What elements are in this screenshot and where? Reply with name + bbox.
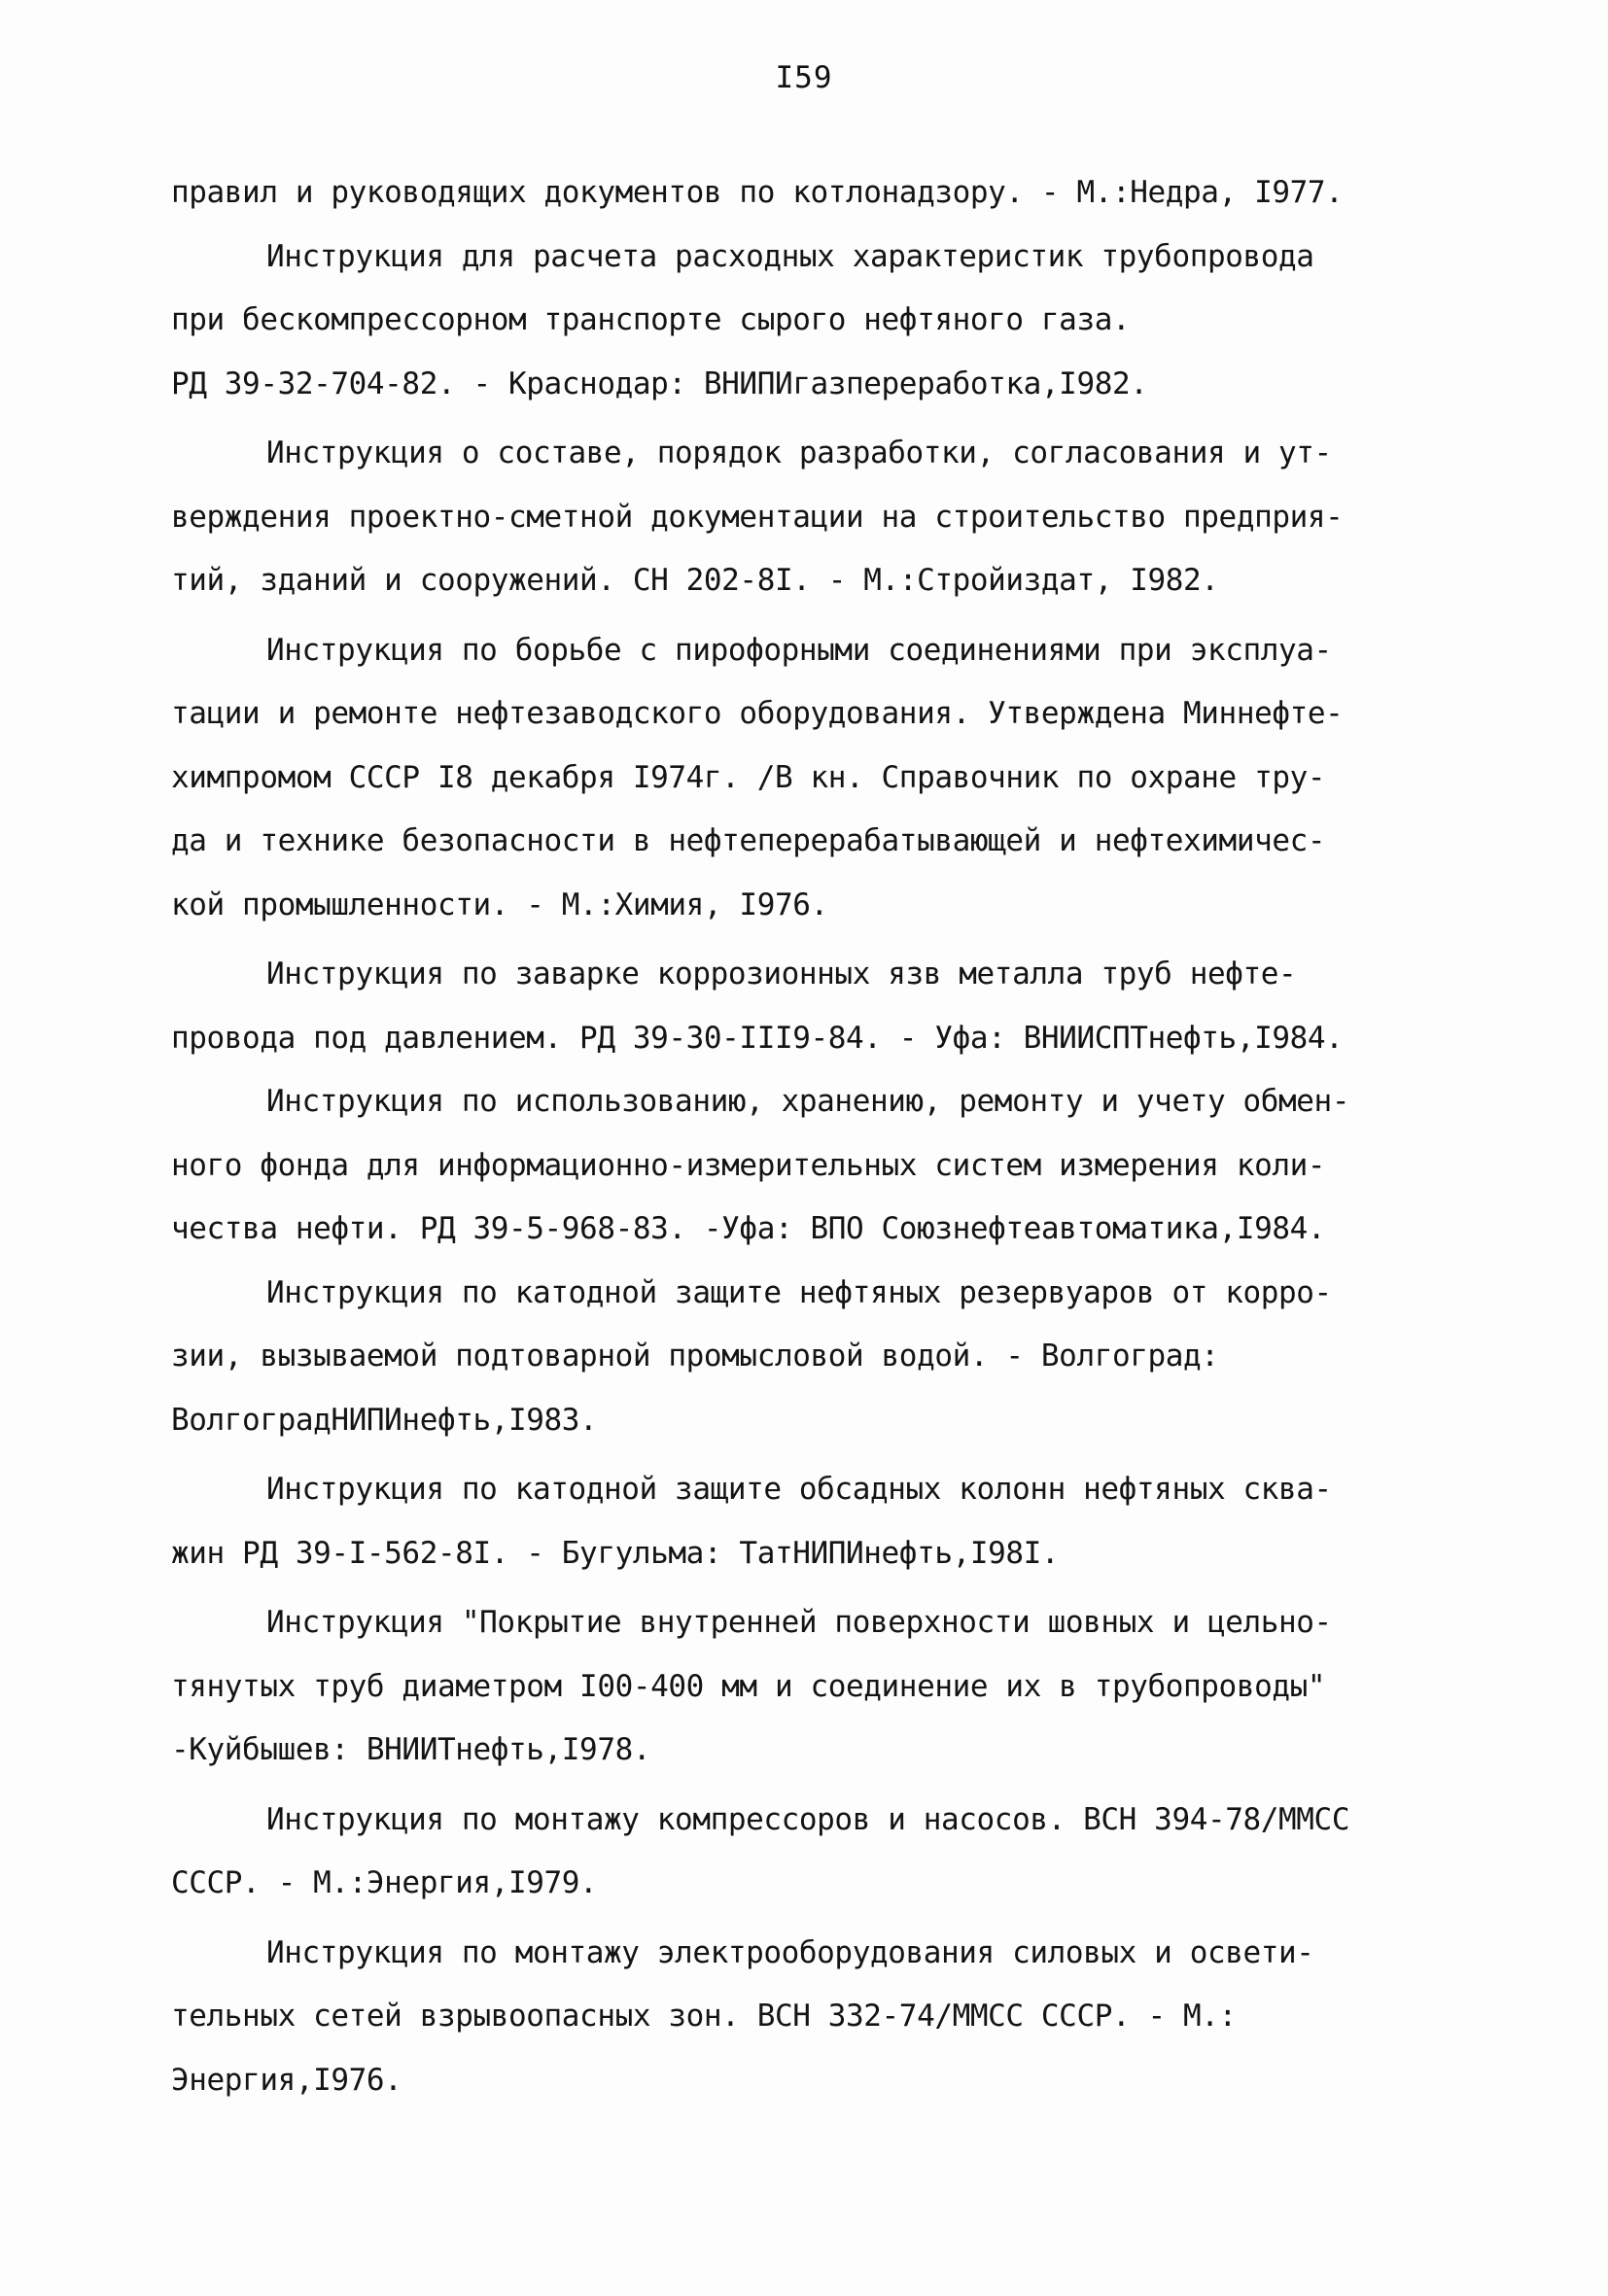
entry-line: Инструкция по катодной защите нефтяных резервуаров от корро-: [266, 1274, 1332, 1310]
bibliography-entry: [171, 1262, 1474, 1453]
entry-line: РД 39-32-704-82. - Краснодар: ВНИПИгазпереработка,I982.: [171, 365, 1148, 401]
entry-line: жин РД 39-I-562-8I. - Бугульма: ТатНИПИнефть,I98I.: [171, 1535, 1060, 1571]
entry-line: тий, зданий и сооружений. СН 202-8I. - М.:Стройиздат, I982.: [171, 563, 1219, 598]
bibliography-entry: [171, 422, 1474, 613]
entry-line: Инструкция по монтажу электрооборудования силовых и освети-: [266, 1934, 1314, 1970]
entry-line: зии, вызываемой подтоварной промысловой водой. - Волгоград:: [171, 1339, 1219, 1374]
entry-line: Инструкция по катодной защите обсадных колонн нефтяных сква-: [266, 1472, 1332, 1507]
entry-line: чества нефти. РД 39-5-968-83. -Уфа: ВПО Союзнефтеавтоматика,I984.: [171, 1211, 1326, 1246]
bibliography-entry: [171, 619, 1474, 938]
entry-line: тации и ремонте нефтезаводского оборудования. Утверждена Миннефте-: [171, 696, 1344, 731]
entry-line: Энергия,I976.: [171, 2062, 402, 2098]
entry-line: Инструкция по борьбе с пирофорными соединениями при эксплуа-: [266, 632, 1332, 668]
entry-line: СССР. - М.:Энергия,I979.: [171, 1865, 598, 1900]
entry-line: Инструкция "Покрытие внутренней поверхности шовных и цельно-: [266, 1605, 1332, 1640]
entry-line: ного фонда для информационно-измерительных систем измерения коли-: [171, 1147, 1326, 1183]
entry-line: -Куйбышев: ВНИИТнефть,I978.: [171, 1732, 651, 1767]
entry-line: провода под давлением. РД 39-30-III9-84. - Уфа: ВНИИСПТнефть,I984.: [171, 1020, 1344, 1056]
bibliography-entry: [171, 1789, 1474, 1916]
bibliography-list: [171, 161, 1474, 2112]
entry-line: ВолгоградНИПИнефть,I983.: [171, 1402, 598, 1438]
entry-line: тянутых труб диаметром I00-400 мм и соединение их в трубопроводы": [171, 1668, 1326, 1704]
bibliography-entry: [171, 943, 1474, 1070]
entry-line: Инструкция по монтажу компрессоров и насосов. ВСН 394-78/ММСС: [266, 1801, 1350, 1837]
entry-line: Инструкция для расчета расходных характеристик трубопровода: [266, 238, 1314, 274]
bibliography-entry: [171, 1922, 1474, 2113]
entry-line: да и технике безопасности в нефтеперерабатывающей и нефтехимичес-: [171, 823, 1326, 858]
page-number: I59: [775, 60, 833, 95]
bibliography-entry: [171, 1070, 1474, 1262]
entry-line: правил и руководящих документов по котлонадзору. - М.:Недра, I977.: [171, 175, 1344, 210]
bibliography-entry: [171, 161, 1474, 226]
entry-line: Инструкция о составе, порядок разработки, согласования и ут-: [266, 435, 1332, 470]
entry-line: верждения проектно-сметной документации на строительство предприя-: [171, 499, 1344, 535]
bibliography-entry: [171, 1458, 1474, 1585]
entry-line: тельных сетей взрывоопасных зон. ВСН 332-74/ММСС СССР. - М.:: [171, 1999, 1237, 2034]
entry-line: химпромом СССР I8 декабря I974г. /В кн. Справочник по охране тру-: [171, 759, 1326, 795]
bibliography-entry: [171, 226, 1474, 417]
entry-line: кой промышленности. - М.:Химия, I976.: [171, 887, 828, 922]
entry-line: Инструкция по использованию, хранению, ремонту и учету обмен-: [266, 1084, 1350, 1119]
entry-line: Инструкция по заварке коррозионных язв металла труб нефте-: [266, 957, 1297, 991]
bibliography-entry: [171, 1591, 1474, 1783]
entry-line: при бескомпрессорном транспорте сырого нефтяного газа.: [171, 302, 1131, 337]
